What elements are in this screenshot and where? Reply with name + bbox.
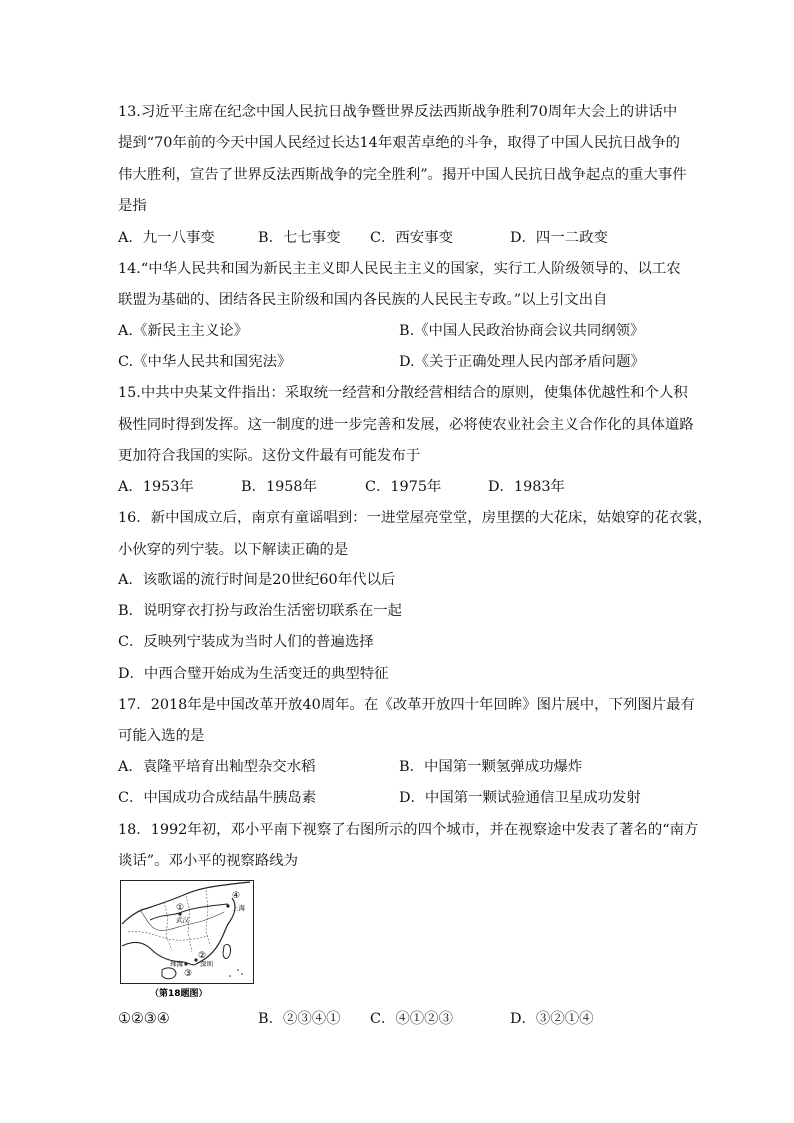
map-marker-3: ③ (184, 969, 193, 979)
question-17-option-b: B．中国第一颗氢弹成功爆炸 (399, 759, 583, 775)
question-15-line-1: 15.中共中央某文件指出：采取统一经营和分散经营相结合的原则，使集体优越性和个人积 (118, 385, 688, 401)
question-15-option-d: D．1983年 (488, 479, 565, 495)
question-16-line-2: 小伙穿的列宁装。以下解读正确的是 (118, 542, 349, 558)
question-16-line-1: 16．新中国成立后，南京有童谣唱到：一进堂屋亮堂堂，房里摆的大花床，姑娘穿的花衣裳， (118, 510, 712, 526)
question-14-line-2: 联盟为基础的、团结各民主阶级和国内各民族的人民民主专政。”以上引文出自 (118, 292, 608, 308)
question-18-option-b: B．②③④① (258, 1011, 341, 1027)
question-13-option-c: C．西安事变 (370, 230, 453, 246)
question-17-option-d: D．中国第一颗试验通信卫星成功发射 (399, 790, 641, 806)
question-18-option-d: D．③②①④ (510, 1011, 594, 1027)
map-label-shenzhen: 深圳 (200, 960, 213, 968)
map-label-zhuhai: 珠海 (170, 960, 183, 968)
question-14-line-1: 14.“中华人民共和国为新民主主义即人民民主主义的国家，实行工人阶级领导的、以工农 (118, 261, 681, 277)
map-marker-2: ② (198, 951, 207, 961)
question-17-line-2: 可能入选的是 (118, 728, 205, 744)
question-16-option-a: A．该歌谣的流行时间是20世纪60年代以后 (118, 572, 396, 588)
map-marker-4: ④ (232, 891, 241, 901)
map-label-wuhan: 武汉 (176, 916, 189, 924)
map-label-shanghai: 上海 (232, 904, 245, 912)
question-15-line-2: 极性同时得到发挥。这一制度的进一步完善和发展，必将使农业社会主义合作化的具体道路 (118, 417, 694, 433)
question-18-line-2: 谈话”。邓小平的视察路线为 (118, 853, 299, 869)
question-13-line-2: 提到“70年前的今天中国人民经过长达14年艰苦卓绝的斗争，取得了中国人民抗日战争的 (118, 135, 681, 151)
question-16-option-d: D．中西合璧开始成为生活变迁的典型特征 (118, 666, 389, 682)
question-18-line-1: 18．1992年初，邓小平南下视察了右图所示的四个城市，并在视察途中发表了著名的“南方 (118, 822, 699, 838)
question-13-option-a: A．九一八事变 (118, 230, 215, 246)
question-16-option-b: B．说明穿衣打扮与政治生活密切联系在一起 (118, 603, 402, 619)
question-14-option-d: D.《关于正确处理人民内部矛盾问题》 (399, 354, 645, 370)
question-17-option-c: C．中国成功合成结晶牛胰岛素 (118, 790, 317, 806)
question-13-option-b: B．七七事变 (258, 230, 341, 246)
question-16-option-c: C．反映列宁装成为当时人们的普遍选择 (118, 634, 374, 650)
question-17-line-1: 17．2018年是中国改革开放40周年。在《改革开放四十年回眸》图片展中，下列图片最有 (118, 697, 695, 713)
question-18-option-c: C．④①②③ (370, 1011, 453, 1027)
question-18-map (120, 880, 254, 1000)
question-14-option-c: C.《中华人民共和国宪法》 (118, 354, 292, 370)
question-15-option-c: C．1975年 (365, 479, 442, 495)
china-map-figure (120, 880, 254, 1000)
question-13-line-1: 13.习近平主席在纪念中国人民抗日战争暨世界反法西斯战争胜利70周年大会上的讲话中 (118, 104, 678, 120)
question-13-option-d: D．四一二政变 (510, 230, 608, 246)
question-15-option-a: A．1953年 (118, 479, 194, 495)
map-caption: （第18题图） (150, 989, 208, 999)
question-15-line-3: 更加符合我国的实际。这份文件最有可能发布于 (118, 448, 421, 464)
question-14-option-b: B.《中国人民政治协商会议共同纲领》 (399, 323, 645, 339)
question-13-line-4: 是指 (118, 198, 147, 214)
map-marker-1: ① (176, 903, 185, 913)
question-14-option-a: A.《新民主主义论》 (118, 323, 249, 339)
question-13-line-3: 伟大胜利，宣告了世界反法西斯战争的完全胜利”。揭开中国人民抗日战争起点的重大事件 (118, 167, 687, 183)
question-18-option-a: ①②③④ (118, 1011, 170, 1027)
question-17-option-a: A．袁隆平培育出籼型杂交水稻 (118, 759, 316, 775)
question-15-option-b: B．1958年 (241, 479, 317, 495)
